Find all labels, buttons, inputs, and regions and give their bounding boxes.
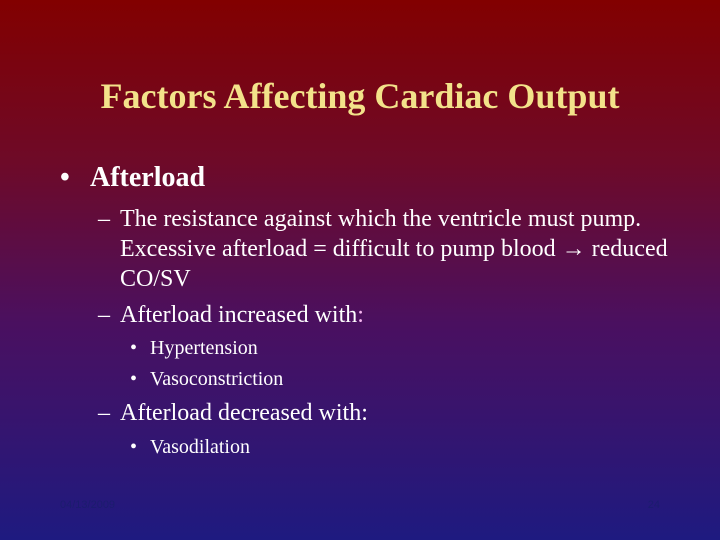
bullet-marker: • bbox=[130, 436, 138, 458]
slide-number: 24 bbox=[647, 499, 660, 511]
dash-marker: – bbox=[98, 206, 110, 232]
dash-marker: – bbox=[98, 302, 110, 328]
bullet-afterload-label: Afterload bbox=[90, 162, 206, 193]
increased-colon: : bbox=[357, 302, 364, 328]
bullet-marker: • bbox=[130, 368, 138, 390]
sub-item-increased bbox=[98, 300, 668, 330]
footer-date: 04/13/2009 bbox=[60, 499, 116, 511]
list-item-vasodilation bbox=[130, 432, 250, 463]
bullet-afterload bbox=[60, 160, 205, 196]
increased-heading: Afterload increased with bbox=[120, 302, 358, 328]
bullet-marker: • bbox=[130, 337, 138, 359]
list-item-label: Hypertension bbox=[150, 337, 258, 359]
sub-item-decreased bbox=[98, 398, 668, 428]
slide-title: Factors Affecting Cardiac Output bbox=[100, 76, 620, 116]
list-item-label: Vasodilation bbox=[150, 436, 250, 458]
list-item-label: Vasoconstriction bbox=[150, 368, 284, 390]
bullet-marker: • bbox=[60, 162, 70, 193]
dash-marker: – bbox=[98, 400, 110, 426]
list-item-hypertension bbox=[130, 333, 258, 364]
definition-text: The resistance against which the ventricle must pump. Excessive afterload = difficult to pump blood → reduced CO/SV bbox=[120, 206, 668, 292]
sub-item-definition bbox=[98, 204, 668, 294]
decreased-heading: Afterload decreased with: bbox=[120, 400, 368, 426]
list-item-vasoconstriction bbox=[130, 364, 283, 395]
